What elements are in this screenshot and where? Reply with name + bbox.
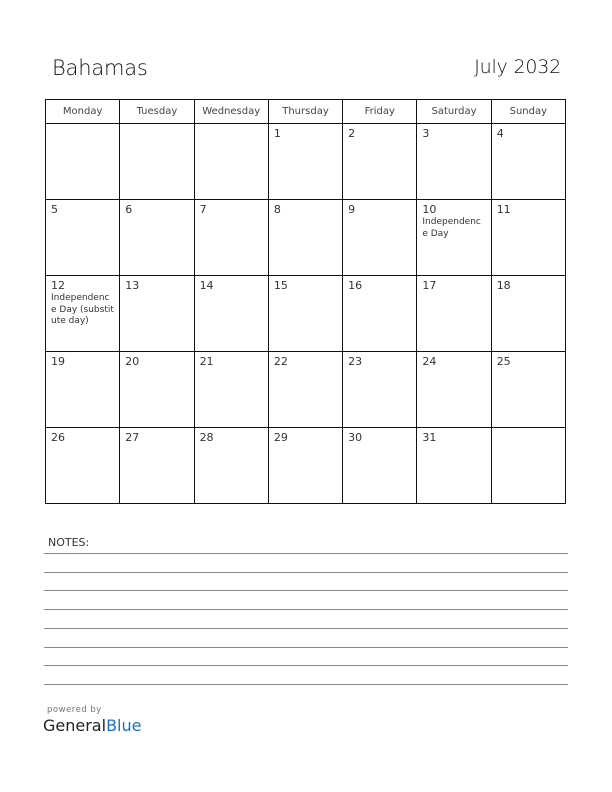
day-number: 3	[422, 127, 430, 140]
note-line	[44, 647, 568, 648]
day-number: 29	[273, 431, 288, 444]
day-cell	[343, 200, 417, 276]
note-line	[44, 590, 568, 591]
day-number: 11	[496, 203, 511, 216]
day-number: 28	[199, 431, 214, 444]
day-cell	[343, 124, 417, 200]
weekday-header-row	[46, 100, 566, 124]
day-number: 20	[125, 355, 140, 368]
weekday-monday: Monday	[46, 100, 120, 124]
holiday-label: Independence Day (substitute day)	[51, 293, 114, 326]
brand-blue: Blue	[106, 716, 142, 735]
weekday-sunday: Sunday	[491, 100, 565, 124]
day-number: 16	[348, 279, 363, 292]
day-number: 9	[348, 203, 356, 216]
day-number: 10	[422, 203, 437, 216]
note-line	[44, 628, 568, 629]
day-number: 18	[496, 279, 511, 292]
day-cell	[343, 352, 417, 428]
powered-by-text: powered by	[47, 705, 102, 715]
day-cell	[417, 352, 491, 428]
day-cell	[120, 352, 194, 428]
day-number: 23	[348, 355, 363, 368]
day-number: 25	[496, 355, 511, 368]
note-line	[44, 609, 568, 610]
week-row	[46, 276, 566, 352]
brand-general: General	[43, 716, 107, 735]
day-cell	[46, 352, 120, 428]
note-line	[44, 684, 568, 685]
day-number: 24	[422, 355, 437, 368]
day-cell	[417, 428, 491, 504]
note-line	[44, 665, 568, 666]
day-cell	[46, 276, 120, 352]
country-title: Bahamas	[52, 56, 148, 80]
day-cell	[491, 352, 565, 428]
day-cell	[491, 428, 565, 504]
day-cell	[120, 200, 194, 276]
day-cell	[120, 276, 194, 352]
note-line	[44, 553, 568, 554]
weekday-wednesday: Wednesday	[194, 100, 268, 124]
day-cell	[268, 428, 342, 504]
day-number: 7	[199, 203, 207, 216]
weekday-friday: Friday	[343, 100, 417, 124]
generalblue-logo	[43, 716, 141, 735]
weekday-tuesday: Tuesday	[120, 100, 194, 124]
day-cell	[268, 124, 342, 200]
note-line	[44, 572, 568, 573]
day-cell	[120, 428, 194, 504]
day-cell	[46, 428, 120, 504]
day-number: 1	[273, 127, 281, 140]
day-number: 26	[51, 431, 65, 444]
weekday-thursday: Thursday	[268, 100, 342, 124]
day-cell	[491, 124, 565, 200]
day-cell	[120, 124, 194, 200]
day-number: 6	[125, 203, 133, 216]
day-number: 13	[125, 279, 140, 292]
day-number: 31	[422, 431, 437, 444]
day-number: 4	[496, 127, 504, 140]
day-number: 17	[422, 279, 437, 292]
day-number: 30	[348, 431, 363, 444]
week-row	[46, 124, 566, 200]
week-row	[46, 200, 566, 276]
calendar-grid	[45, 99, 566, 504]
day-cell	[46, 124, 120, 200]
day-number: 15	[273, 279, 288, 292]
notes-label: NOTES:	[48, 536, 90, 549]
day-cell	[268, 352, 342, 428]
day-number: 21	[199, 355, 214, 368]
day-number: 14	[199, 279, 214, 292]
day-number: 22	[273, 355, 288, 368]
day-number: 27	[125, 431, 140, 444]
day-cell	[343, 276, 417, 352]
day-cell	[268, 276, 342, 352]
day-cell	[194, 276, 268, 352]
day-cell	[194, 124, 268, 200]
day-cell	[417, 276, 491, 352]
day-cell	[194, 428, 268, 504]
day-cell	[268, 200, 342, 276]
day-number: 5	[51, 203, 58, 216]
day-cell	[194, 200, 268, 276]
week-row	[46, 428, 566, 504]
day-cell	[417, 124, 491, 200]
day-number: 19	[51, 355, 65, 368]
month-year-title: July 2032	[474, 56, 561, 78]
week-row	[46, 352, 566, 428]
day-cell	[194, 352, 268, 428]
day-number: 2	[348, 127, 356, 140]
weekday-saturday: Saturday	[417, 100, 491, 124]
holiday-label: Independence Day	[422, 217, 481, 239]
day-cell	[343, 428, 417, 504]
day-cell	[46, 200, 120, 276]
day-cell	[417, 200, 491, 276]
day-cell	[491, 200, 565, 276]
day-number: 12	[51, 279, 65, 292]
day-number: 8	[273, 203, 281, 216]
day-cell	[491, 276, 565, 352]
